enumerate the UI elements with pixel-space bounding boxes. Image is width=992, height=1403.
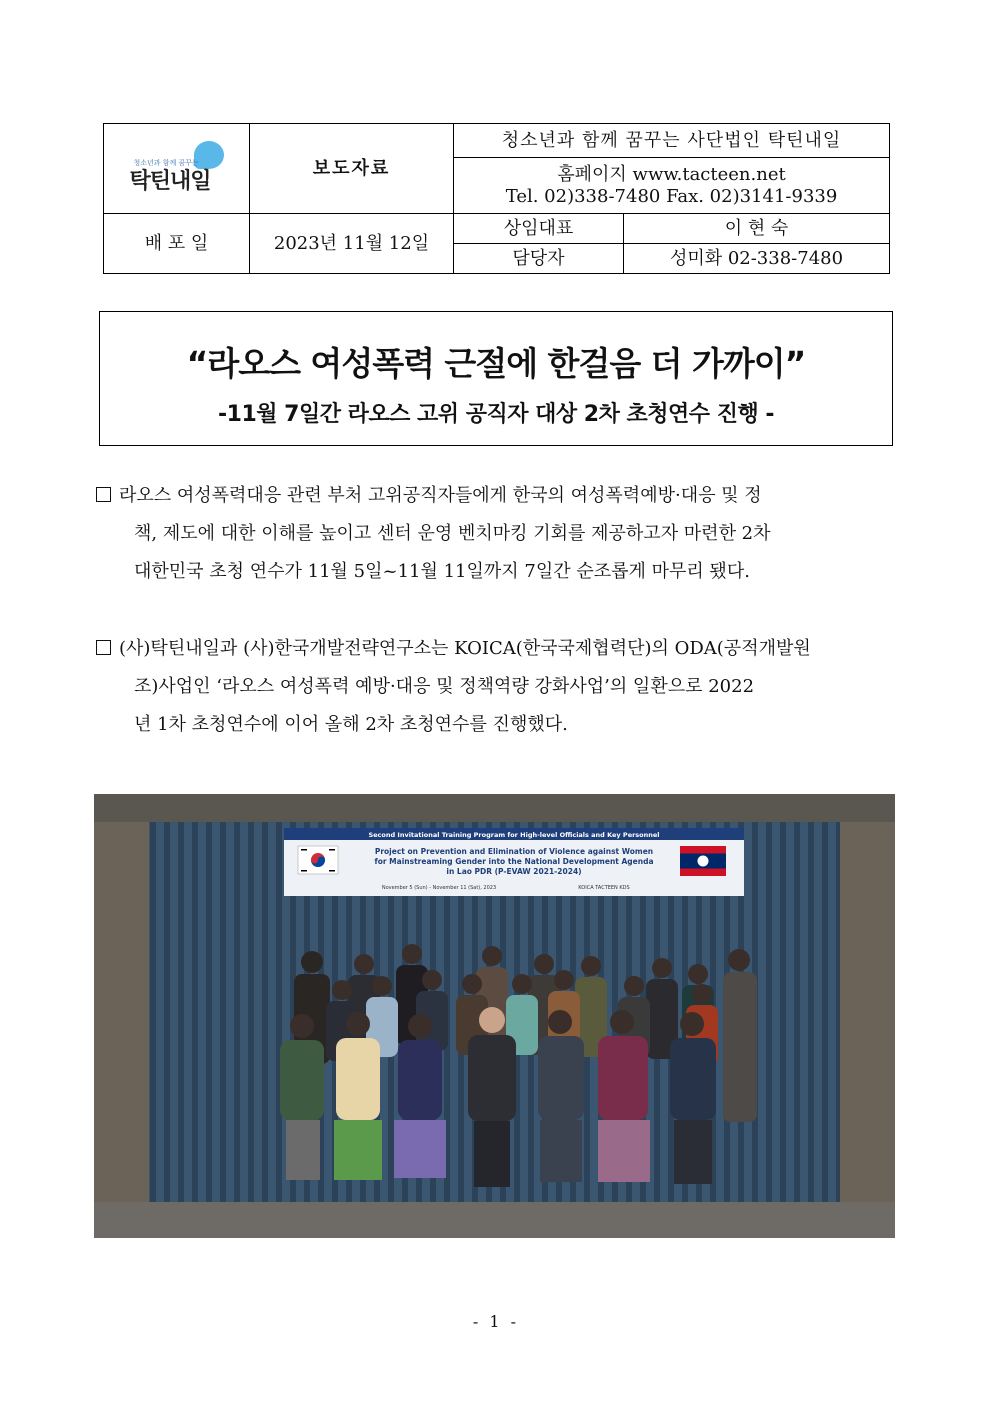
sub-headline: -11월 7일간 라오스 고위 공직자 대상 2차 초청연수 진행 -: [218, 402, 774, 427]
paragraph-line: 년 1차 초청연수에 이어 올해 2차 초청연수를 진행했다.: [134, 714, 568, 735]
org-name: 청소년과 함께 꿈꾸는 사단법인 탁틴내일: [454, 124, 890, 158]
group-photo: [94, 794, 895, 1238]
logo-tagline: 청소년과 함께 꿈꾸는: [133, 158, 199, 167]
paragraph-2: [96, 630, 896, 744]
banner-line-1: Project on Prevention and Elimination of Violence against Women: [374, 847, 654, 856]
event-banner: [284, 828, 744, 896]
press-header-table: [103, 123, 890, 274]
group-photo-illustration: [94, 794, 895, 1238]
page-number: - 1 -: [472, 1312, 520, 1331]
paragraph-line: 라오스 여성폭력대응 관련 부처 고위공직자들에게 한국의 여성폭력예방·대응 및 정: [119, 485, 762, 506]
tacteen-logo: [122, 139, 232, 199]
ceo-label: 상임대표: [454, 214, 624, 244]
homepage-text: 홈페이지 www.tacteen.net: [557, 163, 786, 185]
contact-label: 담당자: [454, 244, 624, 274]
korean-flag-icon: [298, 846, 338, 874]
banner-line-2: for Mainstreaming Gender into the National Development Agenda: [374, 857, 654, 866]
org-contact: [454, 158, 890, 214]
phone-fax-text: Tel. 02)338-7480 Fax. 02)3141-9339: [505, 185, 838, 207]
main-headline: “라오스 여성폭력 근절에 한걸음 더 가까이”: [186, 344, 806, 383]
banner-line-3: in Lao PDR (P-EVAW 2021-2024): [446, 867, 582, 876]
banner-dates: November 5 (Sun) - November 11 (Sat), 2023: [381, 885, 497, 891]
press-release-label: 보도자료: [250, 124, 454, 214]
paragraph-line: (사)탁틴내일과 (사)한국개발전략연구소는 KOICA(한국국제협력단)의 ODA(공적개발원: [119, 638, 811, 659]
logo-cell: [104, 124, 250, 214]
checkbox-bullet-icon: [96, 487, 111, 502]
contact-value: 성미화 02-338-7480: [624, 244, 890, 274]
logo-name: 탁틴내일: [129, 168, 211, 194]
headline-box: [99, 311, 893, 446]
lao-flag-icon: [680, 846, 726, 876]
banner-top-text: Second Invitational Training Program for High-level Officials and Key Personnel: [368, 831, 660, 839]
release-date-value: 2023년 11월 12일: [250, 214, 454, 274]
paragraph-line: 책, 제도에 대한 이해를 높이고 센터 운영 벤치마킹 기회를 제공하고자 마련한 2차: [134, 523, 771, 544]
paragraph-1: [96, 477, 896, 591]
checkbox-bullet-icon: [96, 640, 111, 655]
paragraph-line: 대한민국 초청 연수가 11월 5일~11월 11일까지 7일간 순조롭게 마무리 됐다.: [134, 561, 751, 582]
paragraph-line: 조)사업인 ‘라오스 여성폭력 예방·대응 및 정책역량 강화사업’의 일환으로 2022: [134, 676, 755, 697]
banner-logos: KOICA TACTEEN KDS: [578, 885, 630, 891]
release-date-label: 배 포 일: [104, 214, 250, 274]
ceo-name: 이 현 숙: [624, 214, 890, 244]
